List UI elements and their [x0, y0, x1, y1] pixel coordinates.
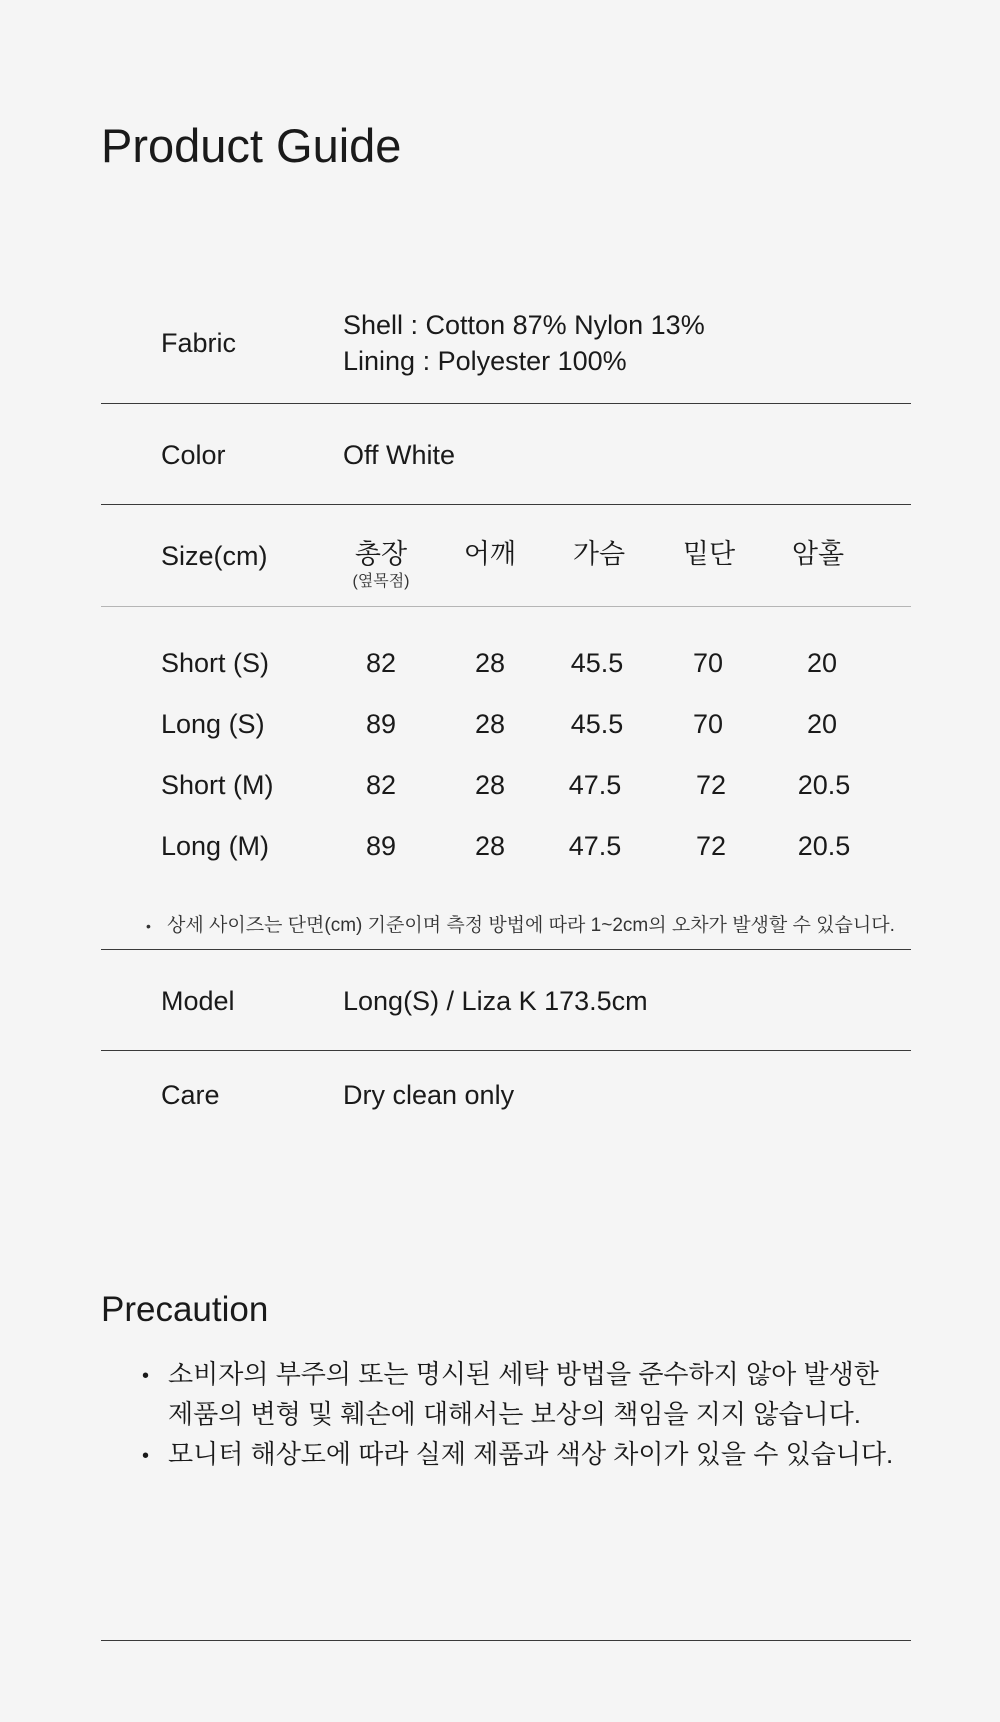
fabric-lining-value: Lining : Polyester 100%	[343, 346, 627, 376]
size-cell: 28	[474, 770, 506, 800]
size-cell: 20	[806, 709, 838, 739]
size-cell: 47.5	[568, 831, 622, 861]
size-note: 상세 사이즈는 단면(cm) 기준이며 측정 방법에 따라 1~2cm의 오차가 발생할 수 있습니다.	[167, 915, 895, 936]
precaution-item-2-line-1: 모니터 해상도에 따라 실제 제품과 색상 차이가 있을 수 있습니다.	[168, 1439, 894, 1469]
model-value: Long(S) / Liza K 173.5cm	[343, 986, 648, 1016]
size-row-label: Short (S)	[161, 648, 270, 678]
size-cell: 28	[474, 831, 506, 861]
size-cell: 89	[365, 831, 397, 861]
size-cell: 72	[695, 831, 727, 861]
page-title: Product Guide	[101, 119, 402, 172]
size-cell: 70	[692, 648, 724, 678]
size-cell: 82	[365, 648, 397, 678]
size-col-armhole: 암홀	[791, 539, 845, 569]
size-col-length: 총장	[354, 539, 408, 569]
size-cell: 45.5	[570, 709, 624, 739]
size-col-hem: 밑단	[682, 539, 736, 569]
size-col-chest: 가슴	[572, 539, 626, 569]
model-label: Model	[161, 986, 235, 1016]
divider	[101, 504, 911, 505]
fabric-shell-value: Shell : Cotton 87% Nylon 13%	[343, 310, 705, 340]
size-cell: 28	[474, 648, 506, 678]
size-cell: 20.5	[797, 831, 851, 861]
size-label: Size(cm)	[161, 541, 268, 571]
size-cell: 45.5	[570, 648, 624, 678]
size-cell: 89	[365, 709, 397, 739]
precaution-item-1-line-2: 제품의 변형 및 훼손에 대해서는 보상의 책임을 지지 않습니다.	[168, 1399, 861, 1429]
size-cell: 28	[474, 709, 506, 739]
size-cell: 72	[695, 770, 727, 800]
size-cell: 82	[365, 770, 397, 800]
size-cell: 70	[692, 709, 724, 739]
precaution-title: Precaution	[101, 1290, 269, 1329]
divider	[101, 949, 911, 950]
note-bullet-icon: •	[146, 918, 151, 934]
size-row-label: Long (S)	[161, 709, 265, 739]
size-row-label: Short (M)	[161, 770, 274, 800]
fabric-label: Fabric	[161, 328, 237, 358]
bottom-divider	[101, 1640, 911, 1641]
care-value: Dry clean only	[343, 1080, 515, 1110]
care-label: Care	[161, 1080, 220, 1110]
color-label: Color	[161, 440, 226, 470]
size-col-length-sub: (옆목점)	[352, 573, 410, 590]
color-value: Off White	[343, 440, 456, 470]
precaution-bullet-icon: •	[142, 1445, 150, 1467]
size-col-shoulder: 어깨	[463, 539, 517, 569]
size-row-label: Long (M)	[161, 831, 270, 861]
size-header-divider	[101, 606, 911, 607]
size-cell: 20.5	[797, 770, 851, 800]
divider	[101, 403, 911, 404]
precaution-bullet-icon: •	[142, 1365, 150, 1387]
divider	[101, 1050, 911, 1051]
size-cell: 20	[806, 648, 838, 678]
size-cell: 47.5	[568, 770, 622, 800]
precaution-item-1-line-1: 소비자의 부주의 또는 명시된 세탁 방법을 준수하지 않아 발생한	[168, 1359, 879, 1389]
